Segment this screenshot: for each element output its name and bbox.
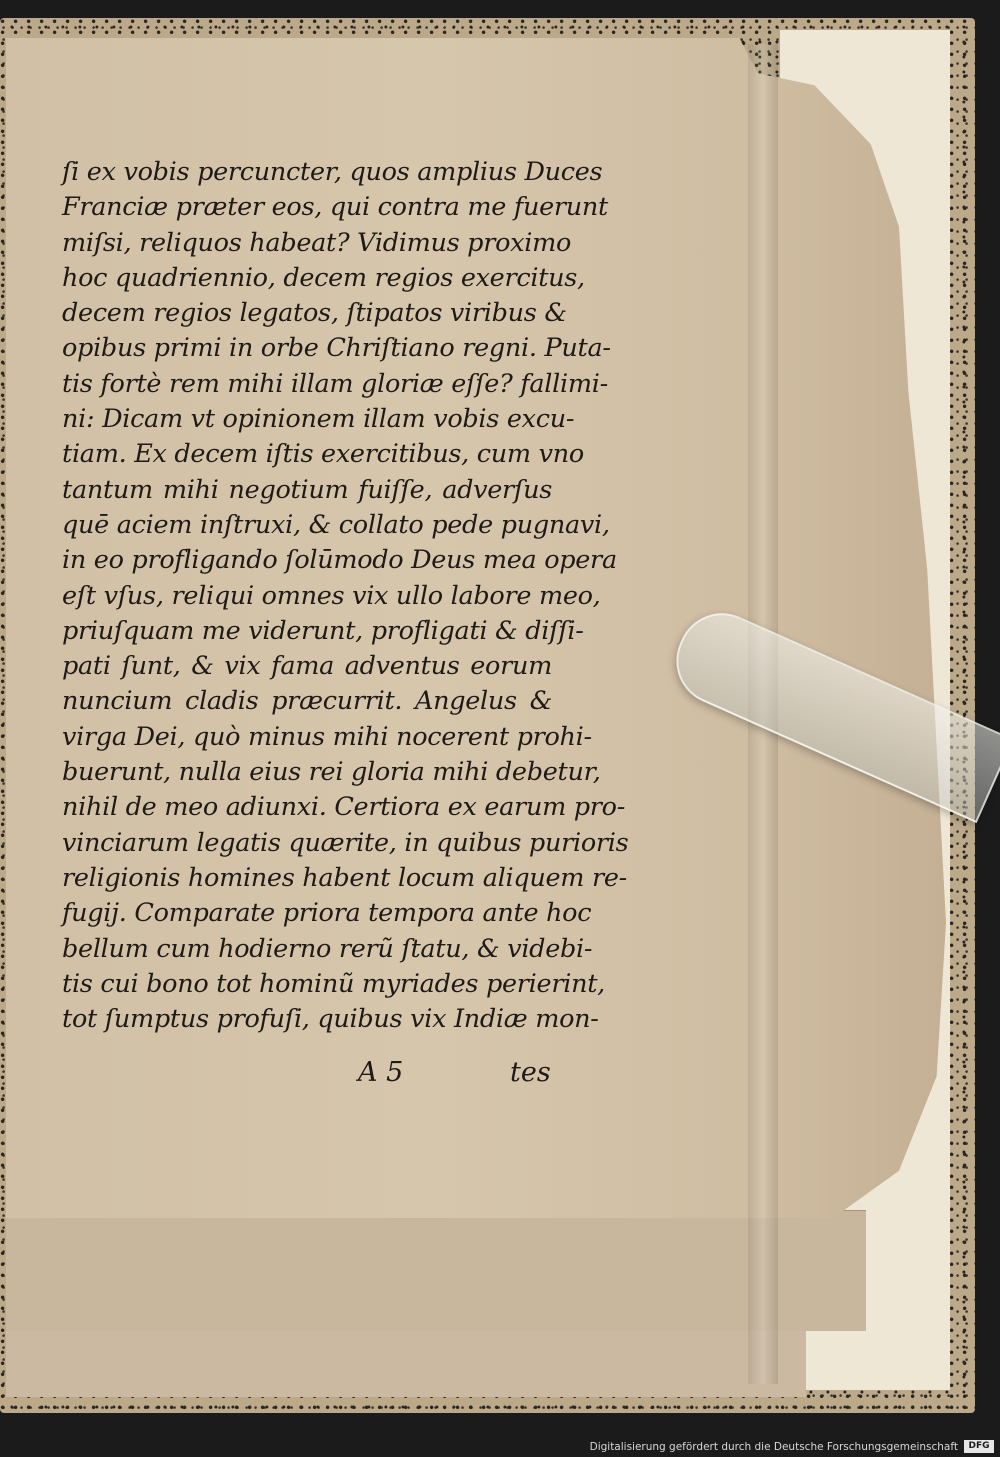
page-text xyxy=(62,155,629,1037)
text-line: tis cui bono tot hominũ myriades perierint, xyxy=(62,968,605,999)
text-line: eſt vſus, reliqui omnes vix ullo labore meo, xyxy=(62,580,601,611)
digitization-credit: Digitalisierung gefördert durch die Deutsche Forschungsgemeinschaft xyxy=(589,1441,958,1453)
text-line: decem regios legatos, ſtipatos viribus & xyxy=(62,298,567,329)
text-line: ſi ex vobis percuncter, quos amplius Duces xyxy=(62,157,603,187)
text-line: pati ſunt, & vix fama adventus eorum xyxy=(62,651,552,682)
dfg-logo: DFG xyxy=(964,1440,994,1453)
footer-bar xyxy=(0,1431,1000,1457)
text-line: religionis homines habent locum aliquem re- xyxy=(62,862,627,893)
underlying-page-edge xyxy=(6,1210,866,1331)
signature-mark: A 5 xyxy=(358,1057,404,1088)
text-line: buerunt, nulla eius rei gloria mihi debetur, xyxy=(62,757,601,788)
text-line: fugij. Comparate priora tempora ante hoc xyxy=(62,898,592,929)
catchword: tes xyxy=(510,1057,551,1088)
text-line: tis fortè rem mihi illam gloriæ eſſe? fallimi- xyxy=(62,368,608,399)
text-line: priuſquam me viderunt, profligati & diſſi- xyxy=(62,615,584,646)
text-line: hoc quadriennio, decem regios exercitus, xyxy=(62,262,585,293)
text-line: opibus primi in orbe Chriſtiano regni. Puta- xyxy=(62,333,611,364)
text-line: quē aciem inſtruxi, & collato pede pugnavi, xyxy=(62,509,610,540)
text-line: bellum cum hodierno rerũ ſtatu, & videbi- xyxy=(62,933,593,964)
text-line: virga Dei, quò minus mihi nocerent prohi- xyxy=(62,721,592,752)
text-line: vinciarum legatis quærite, in quibus purioris xyxy=(62,827,629,858)
text-line: tiam. Ex decem iſtis exercitibus, cum vno xyxy=(62,439,584,470)
text-line: tantum mihi negotium fuiſſe, adverſus xyxy=(62,474,552,505)
text-line: nuncium cladis præcurrit. Angelus & xyxy=(62,686,552,717)
text-line: in eo profligando ſolūmodo Deus mea opera xyxy=(62,545,617,576)
text-line: ni: Dicam vt opinionem illam vobis excu- xyxy=(62,404,575,435)
text-line: miſsi, reliquos habeat? Vidimus proximo xyxy=(62,227,572,258)
text-line: tot ſumptus profuſi, quibus vix Indiæ mon- xyxy=(62,1004,599,1035)
text-line: Franciæ præter eos, qui contra me fuerunt xyxy=(62,192,608,223)
text-line: nihil de meo adiunxi. Certiora ex earum pro- xyxy=(62,792,626,823)
